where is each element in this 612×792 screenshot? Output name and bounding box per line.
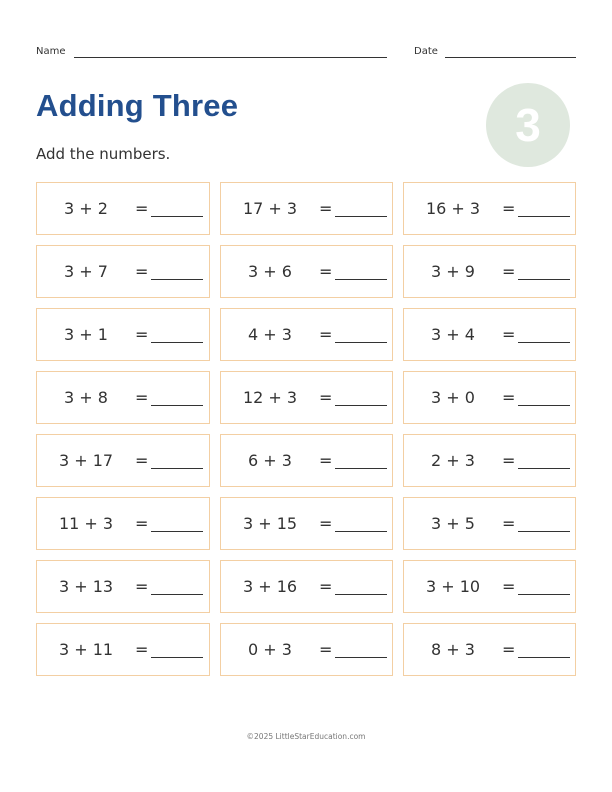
equals-sign: = [502, 514, 516, 533]
problem-expression: 0 + 3 [248, 640, 292, 659]
problem-expression: 3 + 8 [64, 388, 108, 407]
equals-sign: = [502, 577, 516, 596]
equals-sign: = [502, 199, 516, 218]
answer-blank[interactable] [335, 200, 387, 217]
problem-cell [36, 245, 210, 298]
equals-sign: = [319, 514, 333, 533]
problem-cell [36, 308, 210, 361]
equals-sign: = [319, 577, 333, 596]
answer-blank[interactable] [335, 389, 387, 406]
equals-sign: = [502, 325, 516, 344]
problem-cell [220, 560, 393, 613]
problem-expression: 4 + 3 [248, 325, 292, 344]
problem-expression: 11 + 3 [58, 514, 114, 533]
problem-cell [403, 623, 576, 676]
answer-blank[interactable] [518, 578, 570, 595]
problem-cell [220, 182, 393, 235]
problem-cell [220, 371, 393, 424]
answer-blank[interactable] [151, 641, 203, 658]
problem-cell [220, 245, 393, 298]
answer-blank[interactable] [151, 452, 203, 469]
equals-sign: = [135, 325, 149, 344]
problem-cell [403, 308, 576, 361]
problem-cell [220, 497, 393, 550]
problem-expression: 3 + 2 [64, 199, 108, 218]
problem-expression: 3 + 1 [64, 325, 108, 344]
equals-sign: = [319, 451, 333, 470]
answer-blank[interactable] [335, 515, 387, 532]
equals-sign: = [135, 388, 149, 407]
answer-blank[interactable] [518, 326, 570, 343]
problem-grid [36, 182, 576, 676]
date-label: Date [414, 46, 438, 57]
answer-blank[interactable] [151, 515, 203, 532]
name-label: Name [36, 46, 66, 57]
problem-cell [403, 434, 576, 487]
problem-cell [403, 245, 576, 298]
equals-sign: = [502, 388, 516, 407]
problem-expression: 3 + 0 [431, 388, 475, 407]
answer-blank[interactable] [151, 578, 203, 595]
equals-sign: = [319, 325, 333, 344]
answer-blank[interactable] [335, 326, 387, 343]
header-fields [36, 44, 576, 60]
problem-cell [36, 434, 210, 487]
equals-sign: = [502, 451, 516, 470]
problem-expression: 3 + 16 [242, 577, 298, 596]
answer-blank[interactable] [335, 452, 387, 469]
equals-sign: = [135, 514, 149, 533]
equals-sign: = [135, 577, 149, 596]
answer-blank[interactable] [151, 389, 203, 406]
answer-blank[interactable] [518, 389, 570, 406]
problem-cell [403, 560, 576, 613]
problem-cell [36, 623, 210, 676]
equals-sign: = [502, 640, 516, 659]
equals-sign: = [319, 262, 333, 281]
problem-expression: 3 + 10 [425, 577, 481, 596]
date-line[interactable] [445, 57, 576, 58]
answer-blank[interactable] [518, 452, 570, 469]
answer-blank[interactable] [518, 263, 570, 280]
answer-blank[interactable] [335, 641, 387, 658]
equals-sign: = [135, 640, 149, 659]
answer-blank[interactable] [518, 200, 570, 217]
footer-copyright: ©2025 LittleStarEducation.com [246, 732, 366, 741]
problem-cell [36, 371, 210, 424]
equals-sign: = [135, 451, 149, 470]
problem-expression: 2 + 3 [431, 451, 475, 470]
answer-blank[interactable] [518, 515, 570, 532]
problem-expression: 3 + 13 [58, 577, 114, 596]
name-line[interactable] [74, 57, 387, 58]
answer-blank[interactable] [518, 641, 570, 658]
problem-cell [403, 371, 576, 424]
problem-cell [36, 497, 210, 550]
problem-expression: 6 + 3 [248, 451, 292, 470]
problem-expression: 3 + 11 [58, 640, 114, 659]
problem-expression: 3 + 17 [58, 451, 114, 470]
problem-expression: 3 + 6 [248, 262, 292, 281]
problem-cell [36, 560, 210, 613]
problem-cell [403, 497, 576, 550]
page-title: Adding Three [36, 88, 239, 123]
problem-expression: 3 + 9 [431, 262, 475, 281]
problem-expression: 16 + 3 [425, 199, 481, 218]
equals-sign: = [135, 199, 149, 218]
number-badge: 3 [486, 83, 570, 167]
problem-expression: 17 + 3 [242, 199, 298, 218]
problem-expression: 3 + 5 [431, 514, 475, 533]
equals-sign: = [135, 262, 149, 281]
problem-expression: 12 + 3 [242, 388, 298, 407]
problem-cell [403, 182, 576, 235]
problem-expression: 8 + 3 [431, 640, 475, 659]
problem-cell [220, 623, 393, 676]
equals-sign: = [319, 199, 333, 218]
problem-cell [220, 434, 393, 487]
answer-blank[interactable] [335, 578, 387, 595]
problem-cell [36, 182, 210, 235]
equals-sign: = [502, 262, 516, 281]
problem-expression: 3 + 4 [431, 325, 475, 344]
answer-blank[interactable] [151, 263, 203, 280]
problem-expression: 3 + 7 [64, 262, 108, 281]
answer-blank[interactable] [151, 326, 203, 343]
problem-cell [220, 308, 393, 361]
equals-sign: = [319, 388, 333, 407]
equals-sign: = [319, 640, 333, 659]
answer-blank[interactable] [151, 200, 203, 217]
instructions: Add the numbers. [36, 145, 171, 163]
problem-expression: 3 + 15 [242, 514, 298, 533]
answer-blank[interactable] [335, 263, 387, 280]
